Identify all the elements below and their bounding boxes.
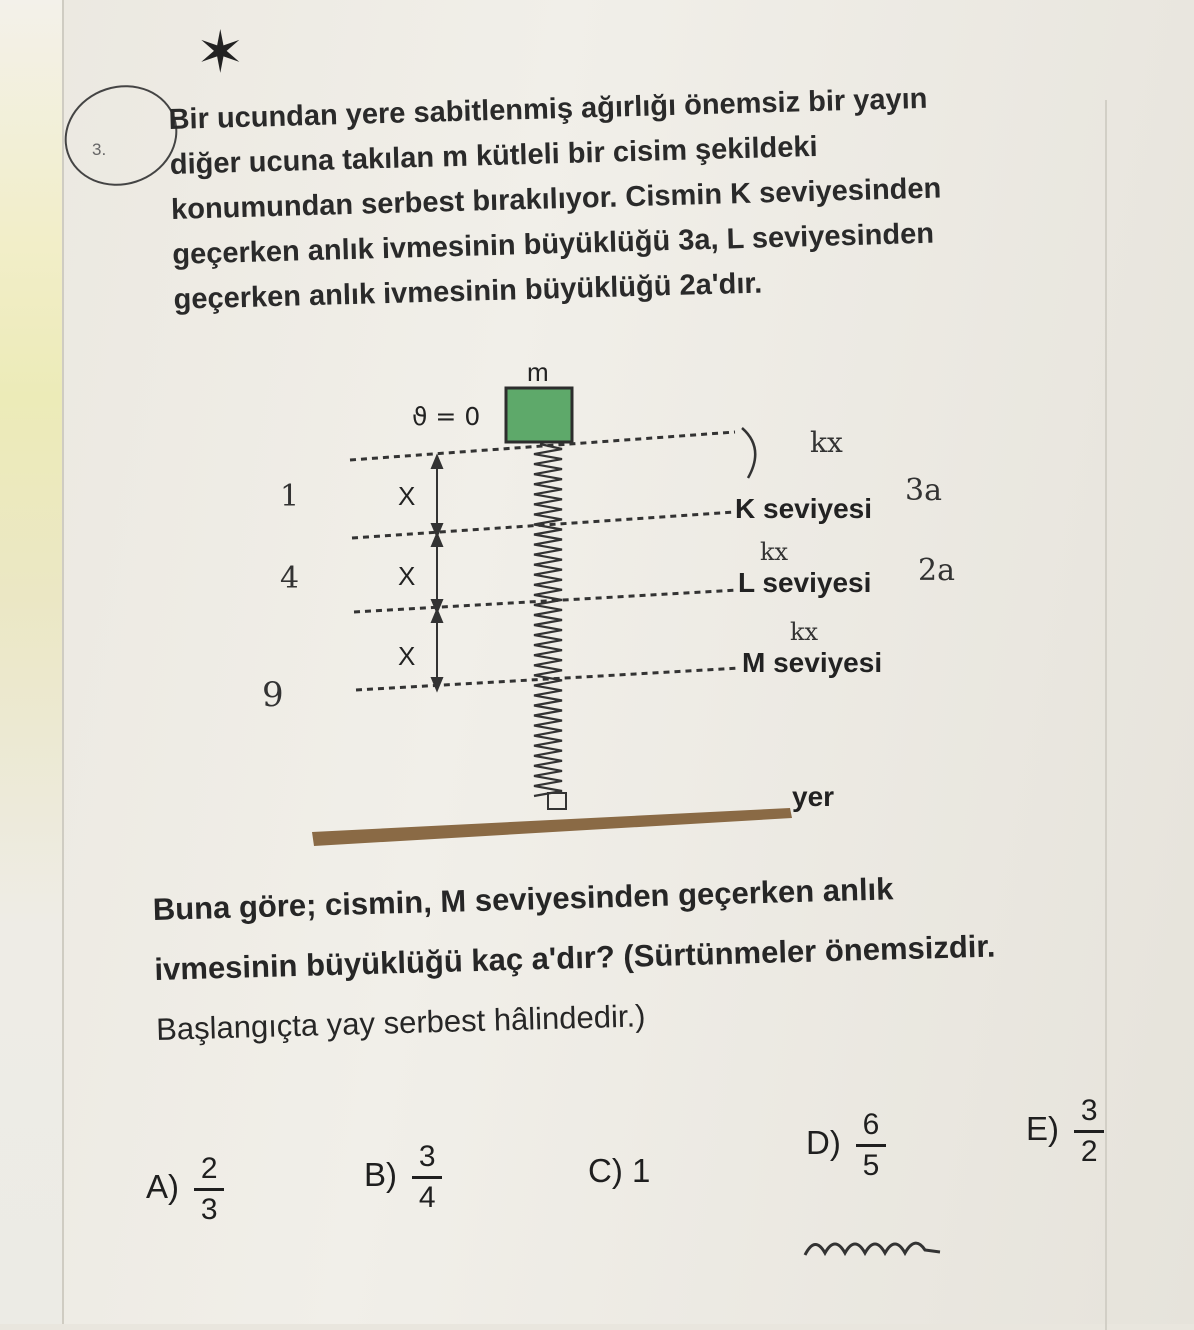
numerator: 3	[418, 1140, 436, 1173]
handwritten-kx-3: kx	[790, 618, 819, 646]
gap-label-1: X	[398, 481, 416, 511]
choice-b[interactable]	[364, 1140, 442, 1215]
handwritten-number-4: 4	[280, 561, 300, 596]
m-level-line	[356, 668, 740, 690]
k-level-label: K seviyesi	[735, 493, 872, 524]
handwritten-kx-2: kx	[760, 538, 789, 566]
question-number: 3.	[92, 140, 107, 159]
prompt-line: ivmesinin büyüklüğü kaç a'dır? (Sürtünmeler önemsizdir.	[154, 928, 996, 987]
gap-label-2: X	[398, 561, 416, 591]
prompt-line: Başlangıçta yay serbest hâlindedir.)	[155, 998, 646, 1047]
choice-letter: E)	[1026, 1110, 1059, 1148]
spring-anchor	[548, 793, 566, 809]
choice-letter: A)	[146, 1168, 179, 1206]
handwritten-bracket	[742, 428, 755, 478]
denominator: 3	[200, 1193, 218, 1226]
numerator: 3	[1080, 1094, 1098, 1127]
ground-bar	[312, 808, 792, 846]
handwritten-star-mark: ✶	[196, 18, 245, 86]
handwritten-number-1: 1	[280, 479, 300, 514]
handwritten-kx-1: kx	[810, 426, 843, 459]
m-level-label: M seviyesi	[742, 647, 883, 678]
numerator: 6	[862, 1108, 880, 1141]
choice-fraction	[412, 1140, 442, 1215]
spring	[534, 444, 562, 796]
handwritten-note-3a: 3a	[905, 473, 942, 508]
stem-line: geçerken anlık ivmesinin büyüklüğü 2a'dır.	[173, 267, 763, 316]
stem-line: konumundan serbest bırakılıyor. Cismin K seviyesinden	[170, 172, 942, 226]
handwritten-answer-mark	[800, 1220, 950, 1270]
prompt-line: Buna göre; cismin, M seviyesinden geçerken anlık	[152, 871, 894, 927]
stem-line: Bir ucundan yere sabitlenmiş ağırlığı önemsiz bir yayın	[168, 82, 928, 136]
stem-line: diğer ucuna takılan m kütleli bir cisim şekildeki	[169, 130, 818, 181]
mass-label: m	[527, 357, 549, 387]
choice-fraction	[1074, 1094, 1104, 1169]
choice-fraction	[856, 1108, 886, 1183]
stem-line: geçerken anlık ivmesinin büyüklüğü 3a, L seviyesinden	[171, 217, 935, 271]
ground-label: yer	[792, 781, 835, 812]
choice-letter: C)	[588, 1152, 623, 1189]
choice-c[interactable]	[588, 1152, 650, 1190]
choice-fraction	[194, 1152, 224, 1227]
denominator: 2	[1080, 1135, 1098, 1168]
mass-block	[506, 388, 572, 442]
denominator: 5	[862, 1149, 880, 1182]
velocity-label: ϑ = 0	[412, 402, 481, 431]
question-prompt	[152, 852, 1147, 1060]
choice-d[interactable]	[806, 1108, 886, 1183]
choice-letter: D)	[806, 1124, 841, 1162]
choice-e[interactable]	[1026, 1094, 1104, 1169]
handwritten-note-2a: 2a	[918, 553, 955, 588]
numerator: 2	[200, 1152, 218, 1185]
choice-value: 1	[632, 1152, 651, 1189]
l-level-label: L seviyesi	[738, 567, 872, 598]
denominator: 4	[418, 1181, 436, 1214]
gap-label-3: X	[398, 641, 416, 671]
choice-a[interactable]	[146, 1152, 224, 1227]
choice-letter: B)	[364, 1156, 397, 1194]
handwritten-number-9: 9	[262, 675, 284, 715]
